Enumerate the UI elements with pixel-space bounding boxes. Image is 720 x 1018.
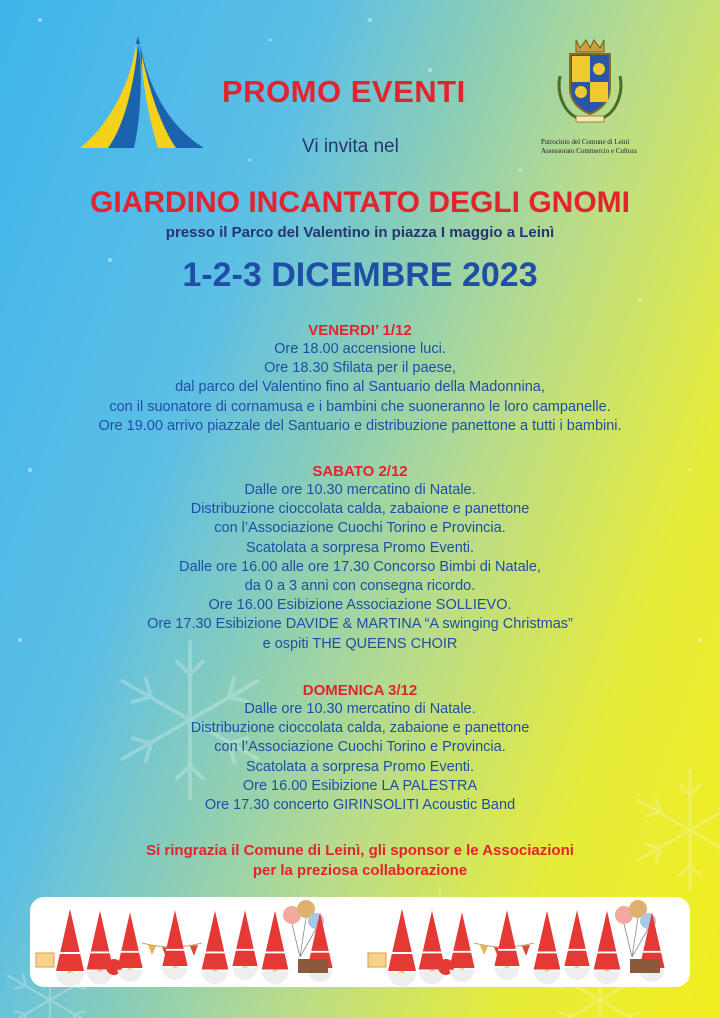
- schedule-line: dal parco del Valentino fino al Santuario della Madonnina,: [175, 379, 545, 396]
- day-heading: SABATO 2/12: [312, 463, 408, 480]
- event-dates: 1-2-3 DICEMBRE 2023: [182, 256, 538, 294]
- gnome-illustration: [30, 897, 690, 987]
- gnome-group-left: [36, 900, 333, 987]
- schedule-line: con l’Associazione Cuochi Torino e Provincia.: [214, 520, 506, 537]
- schedule-line: Distribuzione cioccolata calda, zabaione e panettone: [190, 720, 530, 737]
- gnome-illustration-banner: [30, 897, 690, 987]
- day-block-sunday: [0, 681, 720, 815]
- gnome-group-right: [368, 900, 665, 987]
- day-block-friday: [0, 321, 720, 436]
- event-location: presso il Parco del Valentino in piazza I maggio a Leinì: [165, 224, 555, 241]
- schedule-line: Ore 16.00 Esibizione LA PALESTRA: [242, 777, 478, 794]
- thanks-message: [0, 841, 720, 881]
- brand-name: PROMO EVENTI: [222, 74, 466, 109]
- schedule-line: Ore 18.30 Sfilata per il paese,: [264, 360, 456, 377]
- crest-caption-line: Patrocinio del Comune di Leinì: [541, 138, 630, 146]
- event-title: GIARDINO INCANTATO DEGLI GNOMI: [90, 186, 630, 219]
- promo-eventi-logo: [78, 36, 208, 154]
- schedule-line: Scatolata a sorpresa Promo Eventi.: [245, 539, 475, 556]
- schedule-line: Ore 17.30 Esibizione DAVIDE & MARTINA “A swinging Christmas”: [147, 616, 573, 633]
- schedule-line: Ore 16.00 Esibizione Associazione SOLLIEVO.: [208, 597, 512, 614]
- crest-caption-line: Assessorato Commercio e Cultura: [541, 147, 637, 156]
- municipal-crest-emblem: [552, 36, 628, 126]
- thanks-line: Si ringrazia il Comune di Leinì, gli sponsor e le Associazioni: [146, 842, 574, 859]
- schedule-line: Ore 18.00 accensione luci.: [274, 341, 446, 357]
- schedule-line: Distribuzione cioccolata calda, zabaione e panettone: [190, 501, 530, 518]
- schedule-line: da 0 a 3 anni con consegna ricordo.: [244, 578, 476, 595]
- day-block-saturday: [0, 462, 720, 654]
- schedule-line: Dalle ore 10.30 mercatino di Natale.: [244, 701, 476, 717]
- invite-text: Vi invita nel: [302, 136, 399, 157]
- schedule-line: con il suonatore di cornamusa e i bambini che suoneranno le loro campanelle.: [109, 398, 611, 415]
- schedule-line: e ospiti THE QUEENS CHOIR: [262, 635, 458, 652]
- schedule-line: Dalle ore 16.00 alle ore 17.30 Concorso Bimbi di Natale,: [179, 558, 541, 575]
- schedule-line: Dalle ore 10.30 mercatino di Natale.: [244, 482, 476, 498]
- crest-caption: [541, 138, 681, 156]
- thanks-line: per la preziosa collaborazione: [252, 862, 468, 879]
- day-heading: DOMENICA 3/12: [302, 682, 418, 699]
- schedule-line: Scatolata a sorpresa Promo Eventi.: [245, 758, 475, 775]
- schedule-line: Ore 19.00 arrivo piazzale del Santuario e distribuzione panettone a tutti i bambini.: [98, 417, 622, 434]
- day-heading: VENERDI’ 1/12: [308, 322, 412, 339]
- schedule-line: con l’Associazione Cuochi Torino e Provincia.: [214, 739, 506, 756]
- schedule-line: Ore 17.30 concerto GIRINSOLITI Acoustic Band: [204, 797, 516, 814]
